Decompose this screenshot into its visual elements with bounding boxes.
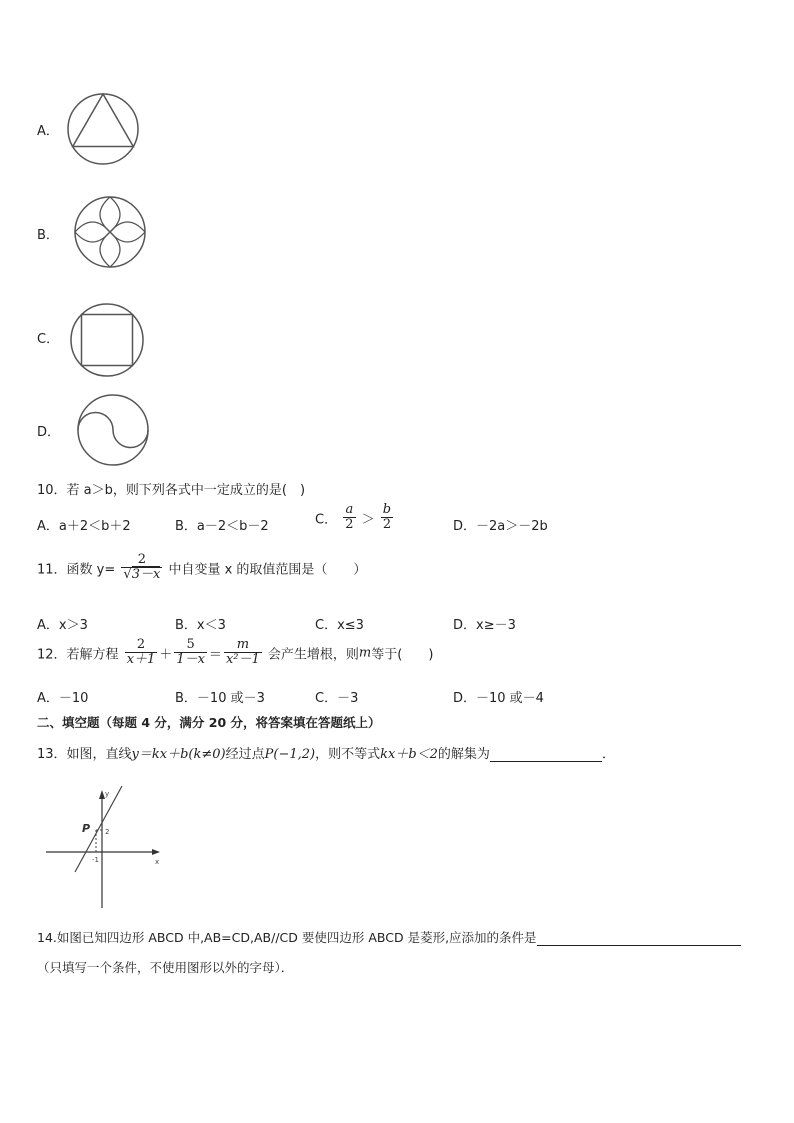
q13-graph-label-2: 2 [105, 828, 110, 836]
q10-option-c-den2: 2 [381, 517, 393, 532]
section-2-heading: 二、填空题（每题 4 分，满分 20 分，将答案填在答题纸上） [37, 715, 381, 730]
q10-option-c-num2: b [382, 502, 392, 517]
q10-option-c-num1: a [345, 502, 354, 517]
q13-point: P(−1,2) [264, 747, 316, 762]
q12-var-m: m [358, 645, 372, 661]
q12-fraction-1 [125, 638, 158, 668]
q10-option-c-relation: ＞ [361, 512, 375, 528]
q13-suffix: 的解集为 [437, 747, 490, 762]
q12-stem [37, 638, 433, 668]
q10-option-c-den1: 2 [345, 517, 354, 533]
q9-figure-d-yin-yang-curve [76, 393, 150, 467]
q11-prefix: 11．函数 y= [37, 562, 116, 578]
q14-line-2: （只填写一个条件，不使用图形以外的字母）． [37, 960, 294, 975]
q14-answer-blank[interactable] [537, 931, 741, 946]
q13-mid: 经过点 [225, 747, 265, 762]
q13-graph-label-y: y [105, 790, 110, 798]
q10-option-a: A．a＋2＜b＋2 [37, 519, 131, 534]
q13-graph-label-p: P [82, 822, 91, 835]
q9-option-a-label: A． [37, 124, 59, 139]
q13-stem [37, 743, 615, 762]
q12-equals: ＝ [208, 647, 222, 663]
q12-fraction-2 [174, 638, 207, 668]
q9-option-d-label: D． [37, 425, 61, 440]
q14-line-1 [37, 928, 741, 946]
q11-stem [37, 553, 366, 583]
q12-suffix-b: 等于( ) [371, 647, 434, 663]
q9-option-d [37, 421, 60, 440]
q11-fraction [121, 553, 162, 583]
q10-option-c [315, 503, 395, 533]
q11-suffix: 中自变量 x 的取值范围是（ ） [168, 562, 367, 578]
q13-graph-label-x: x [155, 858, 160, 866]
q11-fraction-den: √3－x [123, 567, 161, 583]
q9-option-b [37, 224, 59, 243]
q10-option-c-label: C． [315, 512, 338, 528]
q11-fraction-den-radicand: 3－x [131, 567, 161, 583]
q12-option-b: B．－10 或－3 [175, 691, 265, 706]
q12-fraction-3-num: m [236, 637, 250, 652]
q9-figure-c-square-in-circle [69, 302, 145, 378]
q11-option-a: A．x＞3 [37, 618, 88, 633]
q9-option-a [37, 120, 59, 139]
q9-figure-b-petals-in-circle [73, 195, 147, 269]
q11-option-c: C．x≤3 [315, 618, 364, 633]
q10-option-d: D．－2a＞－2b [453, 519, 548, 534]
q10-stem-text: 10．若 a＞b，则下列各式中一定成立的是( ) [37, 483, 306, 498]
q10-option-b: B．a－2＜b－2 [175, 519, 269, 534]
q13-prefix: 13．如图，直线 [37, 747, 132, 762]
q12-fraction-2-den: 1－x [176, 652, 205, 668]
q13-formula: y＝kx＋b(k≠0) [131, 747, 226, 762]
q12-prefix: 12．若解方程 [37, 647, 119, 663]
q12-fraction-1-den: x＋1 [126, 652, 156, 668]
q12-option-a: A．－10 [37, 691, 89, 706]
q12-plus: ＋ [159, 647, 173, 663]
q12-fraction-1-num: 2 [136, 637, 146, 652]
q12-option-d: D．－10 或－4 [453, 691, 544, 706]
q10-option-c-fraction-2 [381, 503, 393, 533]
q11-fraction-num: 2 [137, 552, 146, 567]
q10-option-c-fraction-1 [343, 503, 355, 533]
q10-stem [37, 479, 305, 498]
q9-option-c [37, 328, 59, 347]
q9-option-c-label: C． [37, 332, 60, 347]
q13-graph-label-neg1: -1 [92, 856, 99, 864]
q13-answer-blank[interactable] [490, 747, 602, 762]
q12-fraction-2-num: 5 [186, 637, 195, 652]
q9-option-b-label: B． [37, 228, 59, 243]
q9-figure-a-triangle-in-circle [66, 92, 140, 166]
q11-option-b: B．x＜3 [175, 618, 226, 633]
q11-option-d: D．x≥－3 [453, 618, 516, 633]
q13-inequality: kx＋b＜2 [380, 747, 438, 762]
q12-fraction-3 [224, 638, 262, 668]
q13-mid2: ，则不等式 [315, 747, 381, 762]
q12-option-c: C．－3 [315, 691, 359, 706]
q12-suffix-a: 会产生增根，则 [267, 647, 359, 663]
q13-graph [44, 784, 168, 912]
q14-stem: 14.如图已知四边形 ABCD 中,AB=CD,AB//CD 要使四边形 ABCD 是菱形,应添加的条件是 [37, 930, 537, 945]
q12-fraction-3-den: x²－1 [225, 652, 260, 668]
q13-end: ． [601, 747, 615, 762]
